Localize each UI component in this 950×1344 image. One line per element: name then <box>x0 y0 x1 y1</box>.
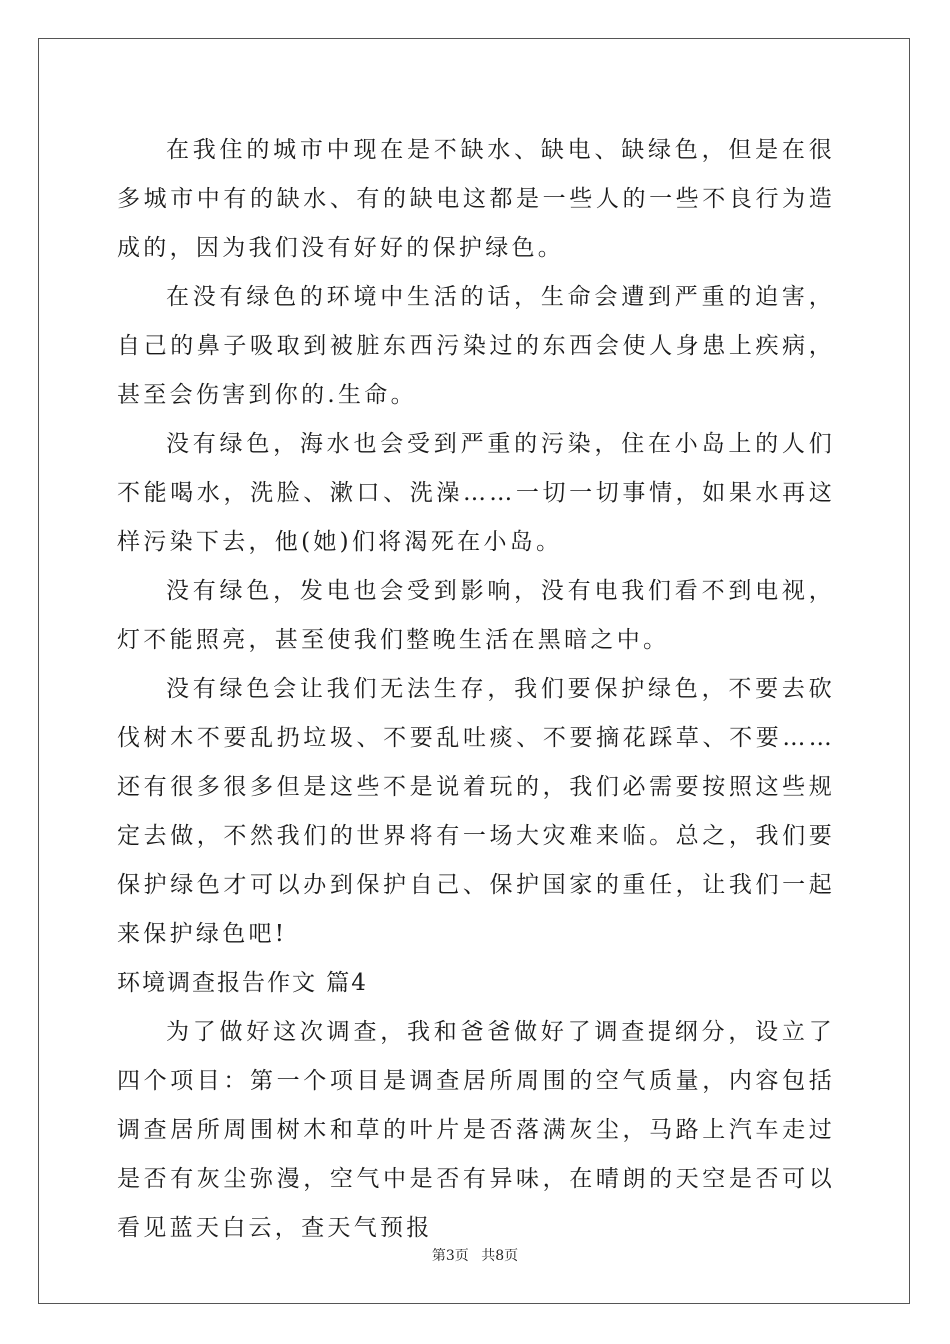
paragraph: 没有绿色，海水也会受到严重的污染，住在小岛上的人们不能喝水，洗脸、漱口、洗澡……一切一切事情，如果水再这样污染下去，他(她)们将渴死在小岛。 <box>117 431 835 555</box>
section-heading: 环境调查报告作文 篇4 <box>117 970 368 996</box>
page-number: 第3页 <box>431 1248 469 1264</box>
document-body <box>117 126 835 1253</box>
paragraph: 在没有绿色的环境中生活的话，生命会遭到严重的迫害，自己的鼻子吸取到被脏东西污染过的东西会使人身患上疾病，甚至会伤害到你的.生命。 <box>117 284 835 408</box>
paragraph: 为了做好这次调查，我和爸爸做好了调查提纲分，设立了四个项目：第一个项目是调查居所周围的空气质量，内容包括调查居所周围树木和草的叶片是否落满灰尘，马路上汽车走过是否有灰尘弥漫，空气中是否有异味，在晴朗的天空是否可以看见蓝天白云，查天气预报 <box>117 1019 835 1241</box>
paragraph: 没有绿色，发电也会受到影响，没有电我们看不到电视，灯不能照亮，甚至使我们整晚生活在黑暗之中。 <box>117 578 835 653</box>
paragraph: 没有绿色会让我们无法生存，我们要保护绿色，不要去砍伐树木不要乱扔垃圾、不要乱吐痰、不要摘花踩草、不要……还有很多很多但是这些不是说着玩的，我们必需要按照这些规定去做，不然我们的世界将有一场大灾难来临。总之，我们要保护绿色才可以办到保护自己、保护国家的重任，让我们一起来保护绿色吧! <box>117 676 835 947</box>
page-footer <box>0 1245 950 1265</box>
paragraph: 在我住的城市中现在是不缺水、缺电、缺绿色，但是在很多城市中有的缺水、有的缺电这都是一些人的一些不良行为造成的，因为我们没有好好的保护绿色。 <box>117 137 835 261</box>
page-total: 共8页 <box>481 1248 519 1264</box>
